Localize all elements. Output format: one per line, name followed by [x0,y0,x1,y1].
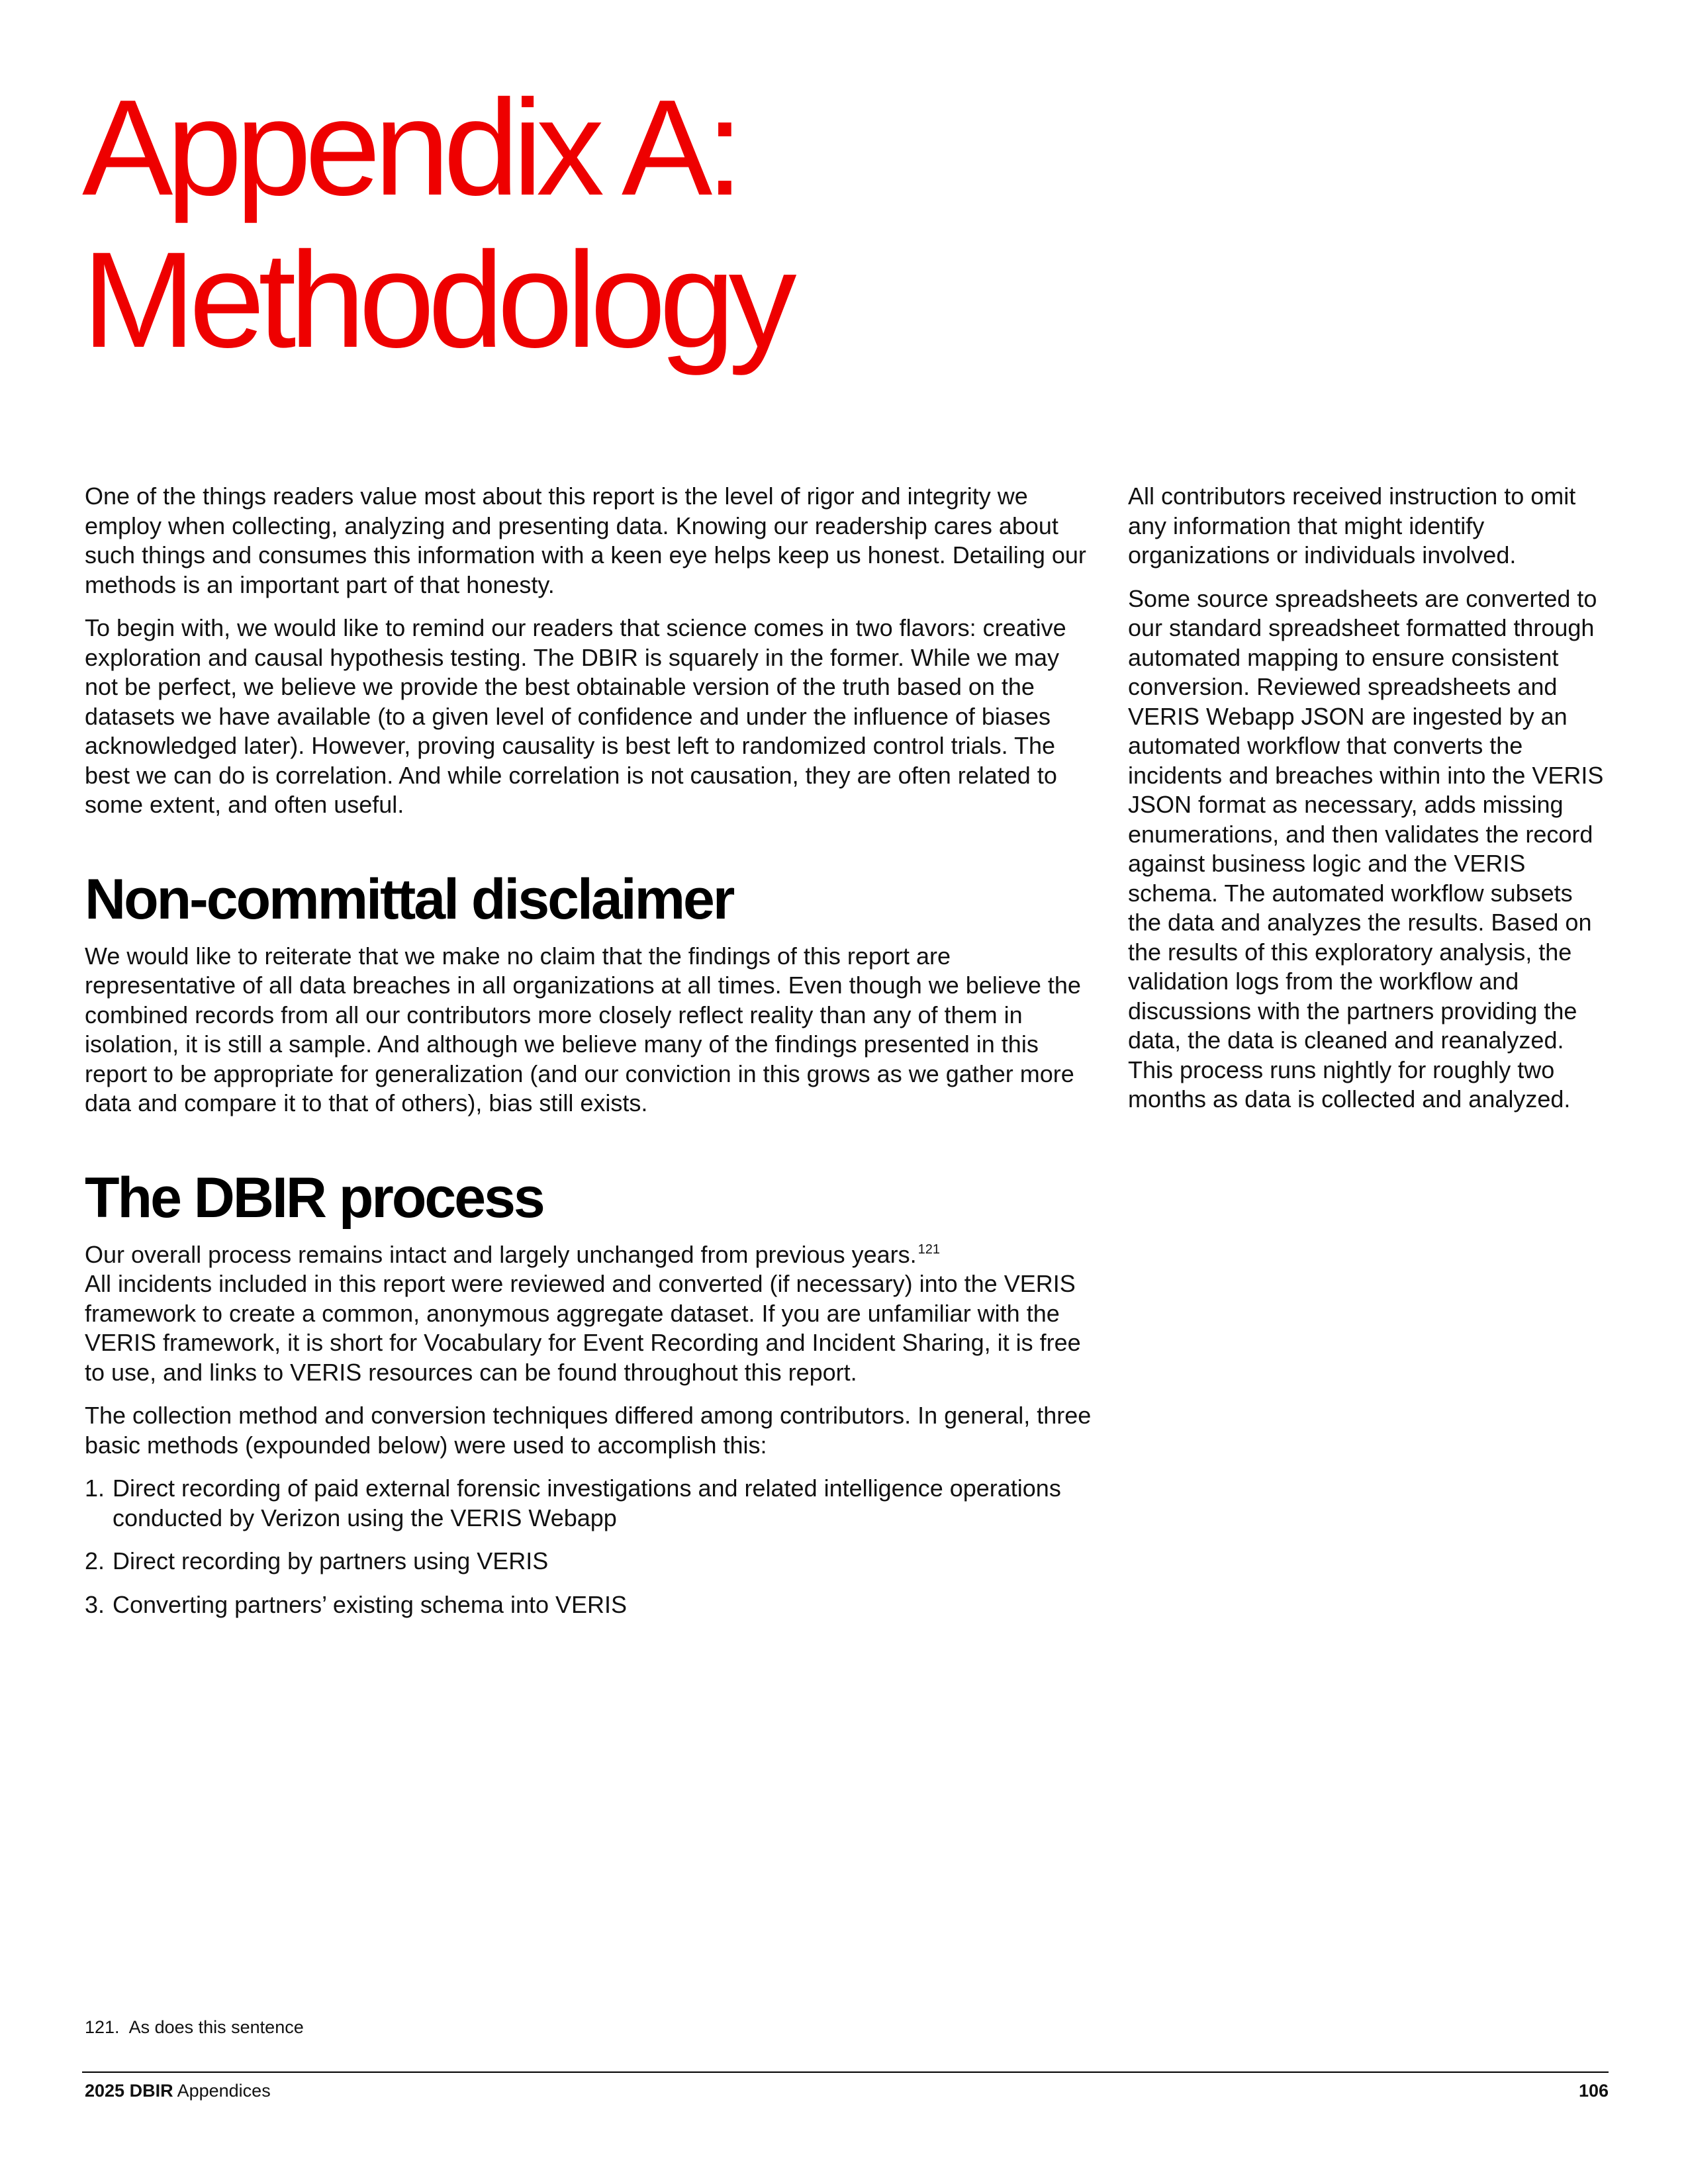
list-item-text: Direct recording of paid external forensic investigations and related intelligence operations conducted by Verizon using the VERIS Webapp [113,1475,1061,1531]
page-title [82,71,790,376]
footnote-reference[interactable]: 121 [917,1242,940,1257]
section-heading-process: The DBIR process [85,1165,543,1230]
process-paragraph-lead: Our overall process remains intact and largely unchanged from previous years. [85,1240,917,1268]
page-title-line-2: Methodology [82,224,790,376]
list-item-number: 3. [85,1590,105,1618]
footer-section-name: Appendices [177,2081,271,2101]
page-number: 106 [1578,2081,1609,2101]
intro-paragraph-1: One of the things readers value most about this report is the level of rigor and integrity we employ when collecting, analyzing and presenting data. Knowing our readership cares about such things and consumes this information with a keen eye helps keep us honest. Detailing our methods is an important part of that honesty. [85,482,1086,598]
intro-paragraph-2: To begin with, we would like to remind our readers that science comes in two flavors: creative exploration and causal hypothesis testing. The DBIR is squarely in the former. While we may not be perfect, we believe we provide the best obtainable version of the truth based on the datasets we have available (to a given level of confidence and under the influence of biases acknowledged later). However, proving causality is best left to randomized control trials. The best we can do is correlation. And while correlation is not causation, they are often related to some extent, and often useful. [85,614,1066,818]
process-paragraph-1 [85,1240,1098,1388]
page-title-line-1: Appendix A: [82,71,737,224]
right-column [1128,482,1605,1128]
footer-report-label [85,2079,271,2102]
list-item-text: Converting partners’ existing schema into VERIS [113,1590,628,1618]
right-paragraph-2: Some source spreadsheets are converted to our standard spreadsheet formatted through automated mapping to ensure consistent conversion. Reviewed spreadsheets and VERIS Webapp JSON are ingested by an automated workflow that converts the incidents and breaches within into the VERIS JSON format as necessary, adds missing enumerations, and then validates the record against business logic and the VERIS schema. The automated workflow subsets the data and analyzes the results. Based on the results of this exploratory analysis, the validation logs from the workflow and discussions with the partners providing the data, the data is cleaned and reanalyzed. This process runs nightly for roughly two months as data is collected and analyzed. [1128,584,1604,1113]
list-item-number: 1. [85,1475,105,1502]
footnote [85,2016,304,2038]
footnote-number: 121. [85,2017,120,2037]
footer-divider [82,2071,1609,2073]
right-paragraph-1: All contributors received instruction to omit any information that might identify organizations or individuals involved. [1128,482,1576,569]
list-item-number: 2. [85,1547,105,1574]
list-item [85,1590,1098,1620]
methods-list [85,1474,1098,1619]
disclaimer-paragraph: We would like to reiterate that we make no claim that the findings of this report are representative of all data breaches in all organizations at all times. Even though we believe the combined records from all our contributors more closely reflect reality than any of them in isolation, it is still a sample. And although we believe many of the findings presented in this report to be appropriate for generalization (and our conviction in this grows as we gather more data and compare it to that of others), bias still exists. [85,942,1081,1116]
list-item [85,1474,1098,1533]
process-paragraph-2: The collection method and conversion techniques differed among contributors. In general, three basic methods (expounded below) were used to accomplish this: [85,1402,1092,1459]
section-heading-disclaimer: Non-committal disclaimer [85,867,733,931]
list-item-text: Direct recording by partners using VERIS [113,1547,549,1574]
footer-report-name: 2025 DBIR [85,2081,173,2101]
left-column [85,482,1098,1633]
process-paragraph-rest: All incidents included in this report were reviewed and converted (if necessary) into the VERIS framework to create a common, anonymous aggregate dataset. If you are unfamiliar with the VERIS framework, it is short for Vocabulary for Event Recording and Incident Sharing, it is free to use, and links to VERIS resources can be found throughout this report. [85,1270,1081,1386]
list-item [85,1547,1098,1576]
footnote-text: As does this sentence [128,2017,304,2037]
